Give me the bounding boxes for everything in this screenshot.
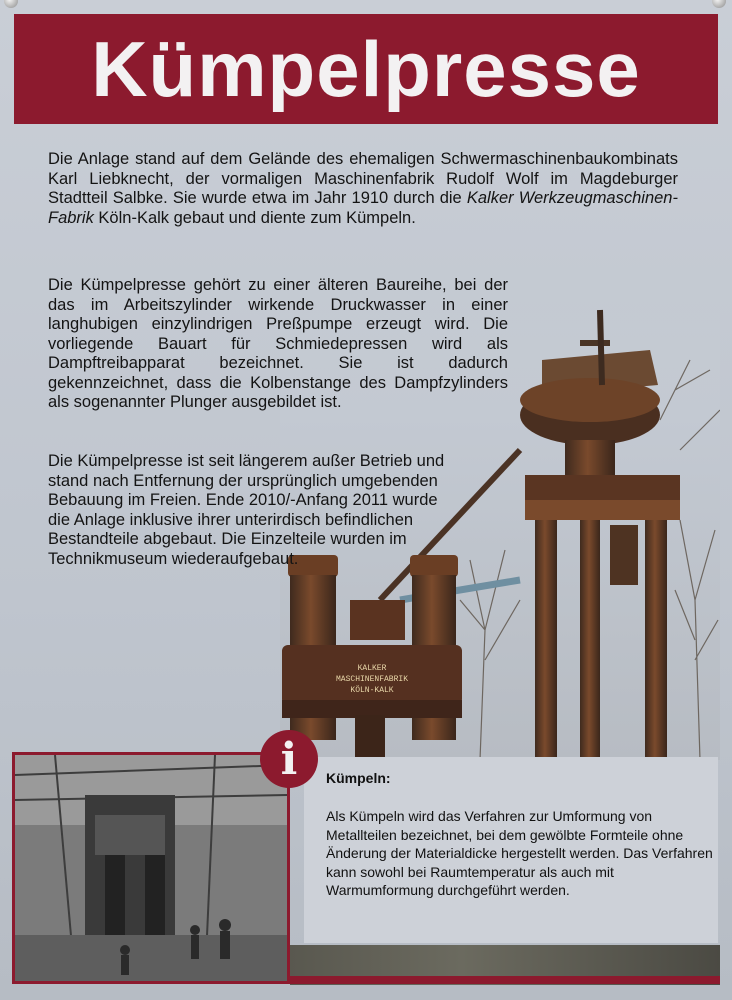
press-plate-line2: MASCHINENFABRIK [335, 675, 409, 684]
press-plate-line3: KÖLN-KALK [350, 686, 394, 695]
press-plate-line1: KALKER [357, 664, 387, 673]
paragraph1-end: Köln-Kalk gebaut und diente zum Kümpeln. [93, 208, 416, 227]
info-text: Als Kümpeln wird das Verfahren zur Umformung von Metallteilen bezeichnet, bei dem gewölbte Formteile ohne Änderung der Materialdicke hergestellt werden. Das Verfahren kann sowohl bei Raumtemperatur als auch mit Warmumformung durchgeführt werden. [326, 808, 713, 899]
paragraph1-italic: Kalker Werkzeugmaschinen-Fabrik [48, 189, 678, 227]
info-icon: i [260, 730, 318, 788]
large-press [520, 310, 680, 760]
workshop-image [15, 755, 287, 981]
top-left-bolt [4, 0, 18, 8]
paragraph-history [48, 150, 678, 228]
info-heading: Kümpeln: [326, 770, 391, 786]
paragraph-construction: Die Kümpelpresse gehört zu einer älteren Baureihe, bei der das im Arbeitszylinder wirkende Druckwasser in einer langhubigen einzylindrigen Preßpumpe erzeugt wird. Die vorliegende Bauart für Schmiedepressen wird als Dampftreibapparat bezeichnet. Sie ist dadurch gekennzeichnet, dass die Kolbenstange des Dampfzylinders als sogenannter Plunger ausgebildet ist. [48, 276, 508, 411]
title-banner [14, 14, 718, 124]
historical-photo [12, 752, 290, 984]
page-title: Kümpelpresse [91, 24, 641, 113]
paragraph-relocation: Die Kümpelpresse ist seit längerem außer Betrieb und stand nach Entfernung der ursprünglich umgebenden Bebauung im Freien. Ende 2010/-Anfang 2011 wurde die Anlage inklusive ihrer unterirdisch befindlichen Bestandteile abgebaut. Die Einzelteile wurden im Technikmuseum wiederaufgebaut. [48, 452, 445, 568]
paragraph1-start: Die Anlage stand auf dem Gelände des ehemaligen Schwermaschinenbaukombinats Karl Liebknecht, der vormaligen Maschinenfabrik Rudolf Wolf im Magdeburger Stadtteil Salbke. Sie wurde etwa im Jahr 1910 durch die [48, 150, 678, 207]
top-right-bolt [712, 0, 726, 8]
bottom-accent-line [290, 976, 720, 984]
